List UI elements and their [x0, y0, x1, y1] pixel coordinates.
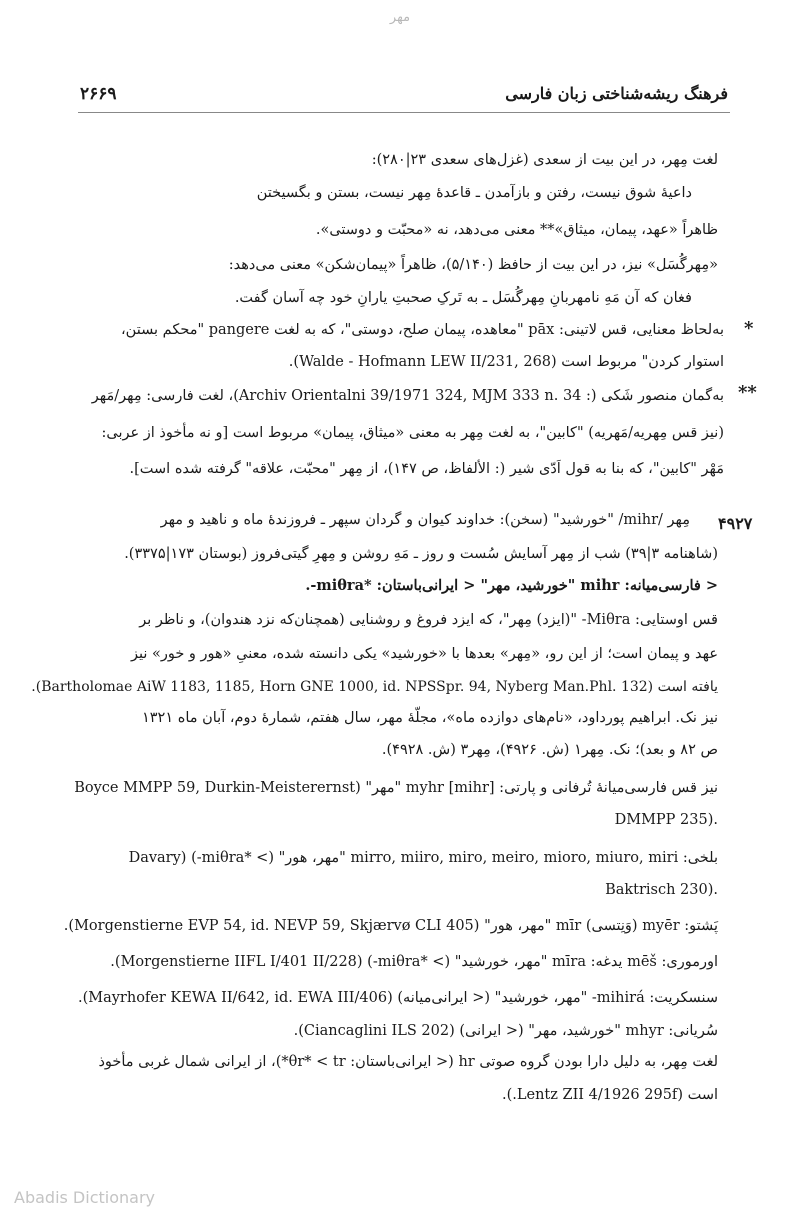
- footnote-2-line-2: (نیز قس مِهریه/مَهریه) "کابین"، به لغت مِهر به معنی «میثاق، پیمان» مربوط است [و نه مأخوذ از عربی:: [101, 425, 724, 441]
- entry-line-2: (شاهنامه ۳|۳۹) شب از مِهر آسایش سُست و روز ـ مَهِ روشن و مِهرِ گیتی‌فروز (بوستان ۱۷۳|۳۳۷۵).: [124, 546, 718, 562]
- entry-line-11: بلخی: mirro, miiro, miro, meiro, mioro, miuro, miri "مهر، هور" (> *miθra-) (Davary: [128, 850, 718, 866]
- entry-line-15: سنسکریت: mihirá- "مهر، خورشید" (< ایرانی‌میانه) (Mayrhofer KEWA II/642, id. EWA III/406).: [77, 990, 718, 1006]
- footnote-single-star: *: [744, 318, 754, 339]
- entry-number: ۴۹۲۷: [718, 514, 753, 533]
- poem-line-2: فغان که آن مَهِ نامهربانِ مِهرگُسَل ـ به تَرکِ صحبتِ یارانِ خود چه آسان گفت.: [234, 290, 692, 306]
- entry-headword-line: مِهر /mihr/ "خورشید" (سخن): خداوند کیوان و گردان سپهر ـ فروزندهٔ ماه و ناهید و مهر: [160, 512, 690, 528]
- entry-line-8: ص ۸۲ و بعد)؛ نک. مِهر۱ (ش. ۴۹۲۶)، مِهر۳ (ش. ۴۹۲۸).: [381, 742, 718, 758]
- entry-line-4: قس اوستایی: Miθra- "(ایزد) مِهر"، که ایزد فروغ و روشنایی (همچنان‌که نزد هندوان)، و ناظر بر: [139, 612, 718, 628]
- entry-line-13: پَشتو: myēr (وَنِتسی) mīr "مهر، هور" (Morgenstierne EVP 54, id. NEVP 59, Skjærvø CLI 405).: [63, 918, 718, 934]
- footnote-2-line-3: مَهْر "کابین"، که بنا به قول اَدّی شیر (: الألفاظ، ص ۱۴۷)، از مِهر "محبّت، علاقه" گرفته شده است].: [129, 461, 724, 477]
- entry-line-18: است (Lentz ZII 4/1926 295f.).: [501, 1087, 718, 1103]
- entry-line-9: نیز قس فارسی‌میانهٔ تُرفانی و پارتی: myhr [mihr] "مهر" (Boyce MMPP 59, Durkin-Meisterernst: [74, 780, 718, 796]
- entry-line-5: عهد و پیمان است؛ از این رو، «مِهر» بعدها با «خورشید» یکی دانسته شده، معنیِ «هور و خور» نیز: [130, 646, 718, 662]
- poem-line-1: داعیهٔ شوق نیست، رفتن و بازآمدن ـ قاعدهٔ مِهر نیست، بستن و بگسیختن: [256, 185, 692, 201]
- entry-line-17: لغت مِهر، به دلیل دارا بودن گروه صوتی hr (< ایرانی‌باستان: θr* < tr*)، از ایرانی شمال غربی مأخوذ: [98, 1054, 718, 1070]
- footnote-double-star: **: [738, 382, 757, 403]
- page-header: [80, 84, 728, 112]
- entry-etymology-line: < فارسی‌میانه: mihr "خورشید، مهر" < ایرانی‌باستان: *miθra-.: [305, 577, 718, 594]
- entry-line-12: Baktrisch 230).: [605, 882, 718, 898]
- entry-line-16: سُریانی: mhyr "خورشید، مهر" (< ایرانی) (Ciancaglini ILS 202).: [293, 1023, 718, 1039]
- footnote-1-line-2: استوار کردن" مربوط است (Walde - Hofmann LEW II/231, 268).: [288, 354, 724, 370]
- entry-line-10: DMMPP 235).: [614, 812, 718, 828]
- footnote-2-line-1: به‌گمان منصور شَکی (: Archiv Orientalni 39/1971 324, MJM 333 n. 34)، لغت فارسی: مِهر/مَهر: [91, 388, 724, 404]
- text-line-3: ظاهراً «عهد، پیمان، میثاق»** معنی می‌دهد، نه «محبّت و دوستی».: [315, 222, 718, 238]
- footnote-1-line-1: به‌لحاظ معنایی، قس لاتینی: pāx "معاهده، پیمان صلح، دوستی"، که به لغت pangere "محکم بستن،: [121, 322, 724, 338]
- text-line-4: «مِهرگُسَل» نیز، در این بیت از حافظ (۵/۱۴۰)، ظاهراً «پیمان‌شکن» معنی می‌دهد:: [228, 257, 718, 273]
- entry-line-14: اورموری: mēš یدغه: mīra "مهر، خورشید" (> *miθra-) (Morgenstierne IIFL I/401 II/228).: [110, 954, 718, 970]
- book-title: فرهنگ ریشه‌شناختی زبان فارسی: [505, 84, 728, 103]
- header-divider: [78, 112, 730, 113]
- footer-watermark: Abadis Dictionary: [14, 1188, 155, 1207]
- entry-line-6: یافته است (Bartholomae AiW 1183, 1185, Horn GNE 1000, id. NPSSpr. 94, Nyberg Man.Phl. 132).: [31, 679, 718, 695]
- text-line-1: لغت مِهر، در این بیت از سعدی (غزل‌های سعدی ۲۳|۲۸۰):: [371, 152, 718, 168]
- page-number: ۲۶۶۹: [80, 84, 117, 104]
- entry-line-7: نیز نک. ابراهیم پورداود، «نام‌های دوازده ماه»، مجلّهٔ مهر، سال هفتم، شمارهٔ دوم، آبان ماه ۱۳۲۱: [141, 710, 718, 726]
- top-watermark: مهر: [389, 10, 411, 25]
